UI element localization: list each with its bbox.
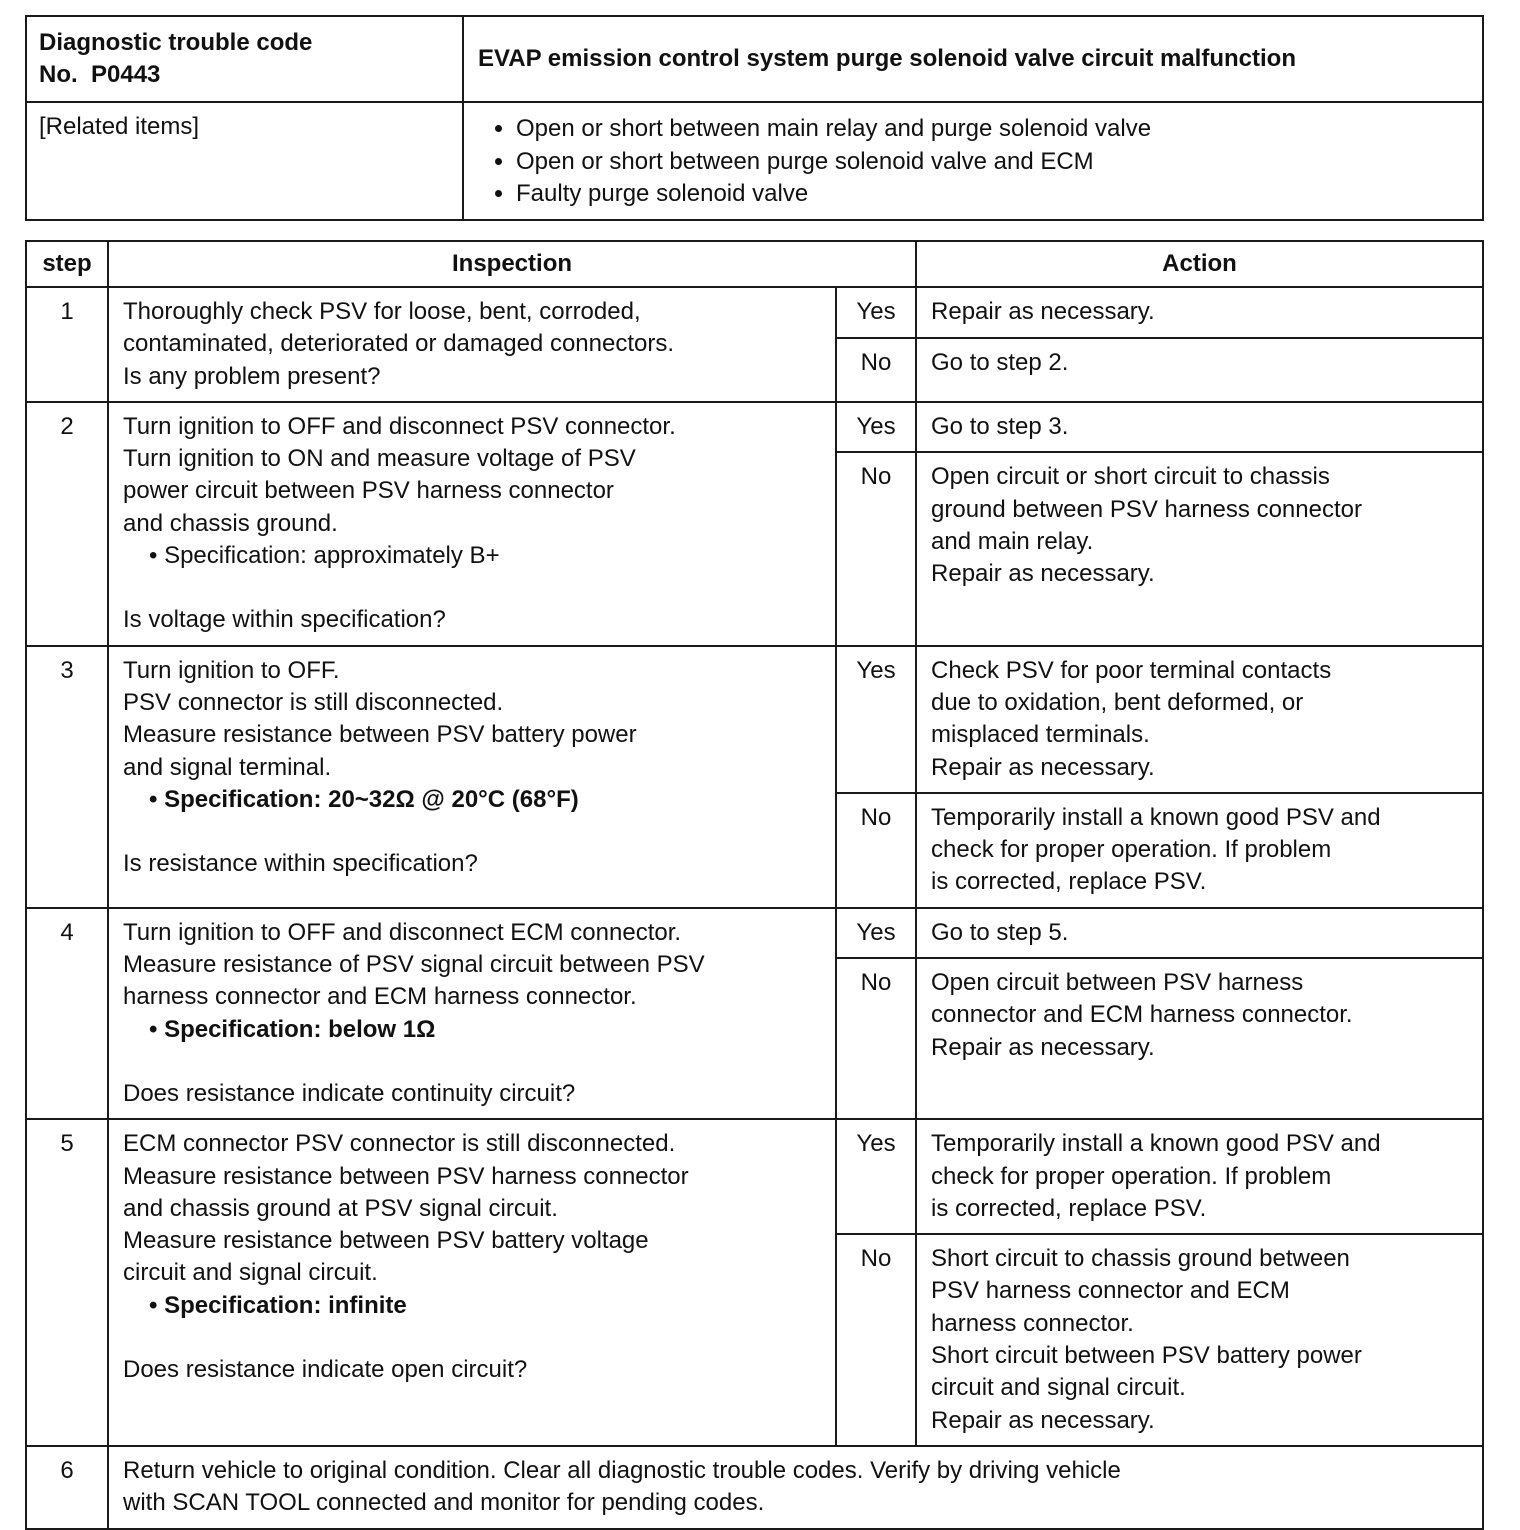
no-action: [916, 338, 1483, 402]
yes-action: [916, 287, 1483, 338]
inspection-line: and signal terminal.: [123, 753, 332, 781]
step-number: 1: [26, 287, 108, 402]
yes-label: Yes: [836, 402, 916, 452]
header-inspection: Inspection: [108, 241, 916, 287]
step-inspection: [108, 402, 836, 646]
procedure-table: [25, 240, 1484, 1530]
related-items-list: [476, 111, 1470, 211]
no-label: No: [836, 793, 916, 908]
dtc-table: [25, 15, 1484, 221]
action-line: Open circuit between PSV harness: [931, 969, 1304, 997]
inspection-question: Is any problem present?: [123, 362, 381, 390]
specification: • Specification: approximately B+: [149, 542, 500, 570]
step-inspection: [108, 646, 836, 908]
no-action: [916, 452, 1483, 645]
action-line: Repair as necessary.: [931, 560, 1155, 588]
action-line: check for proper operation. If problem: [931, 1162, 1332, 1190]
inspection-line: and chassis ground at PSV signal circuit.: [123, 1194, 558, 1222]
no-label: No: [836, 452, 916, 645]
yes-action: [916, 1119, 1483, 1234]
action-line: Repair as necessary.: [931, 753, 1155, 781]
inspection-line: Measure resistance between PSV harness connector: [123, 1162, 689, 1190]
yes-label: Yes: [836, 287, 916, 338]
dtc-code-number: No. P0443: [39, 61, 161, 88]
related-items-label: [Related items]: [26, 102, 463, 220]
inspection-line: Return vehicle to original condition. Clear all diagnostic trouble codes. Verify by driving vehicle: [123, 1456, 1121, 1484]
action-line: Go to step 5.: [931, 918, 1069, 946]
inspection-line: Thoroughly check PSV for loose, bent, corroded,: [123, 298, 641, 325]
action-line: Repair as necessary.: [931, 1033, 1155, 1061]
yes-action: [916, 646, 1483, 793]
action-line: Go to step 3.: [931, 412, 1069, 440]
action-line: misplaced terminals.: [931, 721, 1150, 749]
action-line: Short circuit between PSV battery power: [931, 1342, 1362, 1370]
related-items-cell: [463, 102, 1483, 220]
inspection-line: Turn ignition to OFF and disconnect ECM connector.: [123, 918, 682, 946]
inspection-line: with SCAN TOOL connected and monitor for pending codes.: [123, 1489, 765, 1517]
related-item: • Faulty purge solenoid valve: [516, 178, 1470, 211]
action-line: harness connector.: [931, 1309, 1134, 1337]
inspection-line: PSV connector is still disconnected.: [123, 688, 504, 716]
inspection-line: contaminated, deteriorated or damaged connectors.: [123, 330, 675, 358]
inspection-line: ECM connector PSV connector is still disconnected.: [123, 1130, 676, 1158]
step-inspection: [108, 287, 836, 402]
yes-action: [916, 908, 1483, 958]
action-line: is corrected, replace PSV.: [931, 1194, 1207, 1222]
step-number: 6: [26, 1446, 108, 1529]
action-line: PSV harness connector and ECM: [931, 1277, 1290, 1305]
inspection-question: Is voltage within specification?: [123, 606, 446, 634]
action-line: Short circuit to chassis ground between: [931, 1245, 1350, 1273]
inspection-question: Does resistance indicate continuity circuit?: [123, 1079, 576, 1107]
related-item: • Open or short between main relay and purge solenoid valve: [516, 113, 1470, 146]
yes-label: Yes: [836, 908, 916, 958]
action-line: is corrected, replace PSV.: [931, 868, 1207, 896]
step-inspection: [108, 908, 836, 1119]
action-line: check for proper operation. If problem: [931, 836, 1332, 864]
action-line: due to oxidation, bent deformed, or: [931, 688, 1304, 716]
action-line: Check PSV for poor terminal contacts: [931, 656, 1332, 684]
yes-action: [916, 402, 1483, 452]
specification: • Specification: 20~32Ω @ 20°C (68°F): [149, 785, 579, 813]
step-inspection: [108, 1446, 1483, 1529]
header-action: Action: [916, 241, 1483, 287]
action-line: connector and ECM harness connector.: [931, 1001, 1353, 1029]
inspection-question: Is resistance within specification?: [123, 850, 478, 878]
action-line: circuit and signal circuit.: [931, 1374, 1186, 1402]
step-number: 3: [26, 646, 108, 908]
inspection-line: and chassis ground.: [123, 509, 338, 537]
dtc-code-label: Diagnostic trouble code: [39, 29, 313, 56]
related-item: • Open or short between purge solenoid valve and ECM: [516, 146, 1470, 179]
inspection-question: Does resistance indicate open circuit?: [123, 1356, 528, 1384]
yes-label: Yes: [836, 646, 916, 793]
no-label: No: [836, 338, 916, 402]
inspection-line: power circuit between PSV harness connector: [123, 477, 614, 505]
inspection-line: harness connector and ECM harness connector.: [123, 983, 637, 1011]
step-number: 4: [26, 908, 108, 1119]
no-action: [916, 793, 1483, 908]
inspection-line: Measure resistance of PSV signal circuit between PSV: [123, 951, 705, 979]
action-line: Temporarily install a known good PSV and: [931, 803, 1381, 831]
inspection-line: Turn ignition to OFF and disconnect PSV connector.: [123, 412, 676, 440]
dtc-code-cell: [26, 16, 463, 102]
no-action: [916, 1234, 1483, 1446]
no-label: No: [836, 1234, 916, 1446]
action-line: Temporarily install a known good PSV and: [931, 1130, 1381, 1158]
no-label: No: [836, 958, 916, 1119]
inspection-line: Measure resistance between PSV battery power: [123, 721, 637, 749]
action-line: Go to step 2.: [931, 348, 1069, 376]
procedure-header-row: [26, 241, 1483, 287]
step-number: 5: [26, 1119, 108, 1446]
step-inspection: [108, 1119, 836, 1446]
action-line: Repair as necessary.: [931, 1406, 1155, 1434]
specification: • Specification: below 1Ω: [149, 1015, 436, 1043]
inspection-line: circuit and signal circuit.: [123, 1259, 378, 1287]
dtc-title: EVAP emission control system purge solenoid valve circuit malfunction: [463, 16, 1483, 102]
action-line: and main relay.: [931, 527, 1094, 555]
action-line: ground between PSV harness connector: [931, 495, 1362, 523]
action-line: Open circuit or short circuit to chassis: [931, 463, 1330, 491]
no-action: [916, 958, 1483, 1119]
step-number: 2: [26, 402, 108, 646]
yes-label: Yes: [836, 1119, 916, 1234]
inspection-line: Turn ignition to ON and measure voltage of PSV: [123, 445, 636, 473]
action-line: Repair as necessary.: [931, 298, 1155, 325]
header-step: step: [26, 241, 108, 287]
inspection-line: Turn ignition to OFF.: [123, 656, 340, 684]
specification: • Specification: infinite: [149, 1291, 407, 1319]
inspection-line: Measure resistance between PSV battery voltage: [123, 1227, 649, 1255]
